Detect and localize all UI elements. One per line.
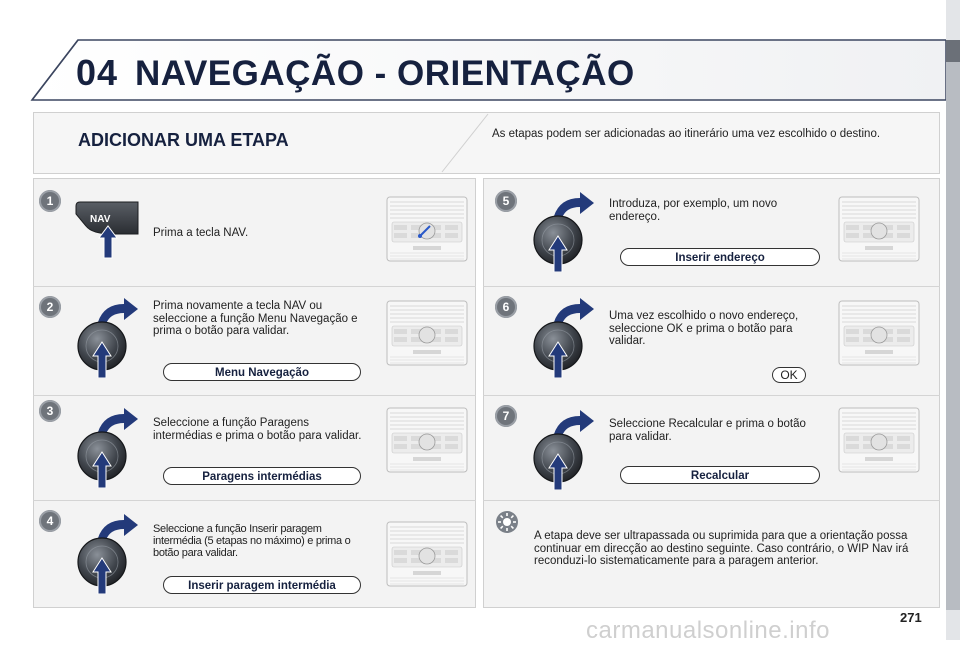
- menu-navegacao-button[interactable]: Menu Navegação: [163, 363, 361, 381]
- watermark: carmanualsonline.info: [586, 617, 830, 644]
- inserir-paragem-intermedia-button[interactable]: Inserir paragem intermédia: [163, 576, 361, 594]
- radio-panel-thumbnail: [838, 407, 920, 471]
- paragens-intermedias-button[interactable]: Paragens intermédias: [163, 467, 361, 485]
- step-divider: [33, 500, 476, 501]
- recalcular-button[interactable]: Recalcular: [620, 466, 820, 484]
- rotary-knob-icon: [74, 508, 146, 599]
- section-intro: As etapas podem ser adicionadas ao itinerário uma vez escolhido o destino.: [492, 128, 881, 140]
- inserir-endereco-button[interactable]: Inserir endereço: [620, 248, 820, 266]
- step-divider: [483, 286, 940, 287]
- chapter-number: 04: [76, 52, 119, 93]
- radio-panel-thumbnail: [386, 407, 468, 471]
- step-5-text: Introduza, por exemplo, um novo endereço.: [609, 198, 778, 223]
- radio-panel-thumbnail: [386, 196, 468, 260]
- rotary-knob-icon: [530, 404, 602, 495]
- page-title: NAVEGAÇÃO - ORIENTAÇÃO: [135, 54, 635, 93]
- step-4-text: Seleccione a função Inserir paragem intermédia (5 etapas no máximo) e prima o botão para validar.: [153, 523, 351, 559]
- rotary-knob-icon: [74, 402, 146, 493]
- radio-panel-thumbnail: [386, 300, 468, 364]
- nav-key-icon: [72, 196, 142, 260]
- step-divider: [483, 500, 940, 501]
- tip-text: A etapa deve ser ultrapassada ou suprimida para que a orientação possa continuar em direcção ao destino seguinte. Caso contrário, o WIP Nav irá reconduzi-lo sistematicamente para a paragem anterior.: [534, 530, 909, 567]
- step-number-2: 2: [39, 296, 61, 318]
- radio-panel-thumbnail: [838, 196, 920, 260]
- step-divider: [33, 286, 476, 287]
- step-2-text: Prima novamente a tecla NAV ou seleccione a função Menu Navegação e prima o botão para validar.: [153, 300, 358, 337]
- step-number-3: 3: [39, 400, 61, 422]
- nav-key-label: NAV: [90, 214, 111, 225]
- rotary-knob-icon: [74, 292, 146, 383]
- section-title: ADICIONAR UMA ETAPA: [78, 130, 289, 150]
- step-divider: [33, 395, 476, 396]
- side-tab-band: [946, 62, 960, 610]
- step-number-4: 4: [39, 510, 61, 532]
- step-number-5: 5: [495, 190, 517, 212]
- side-tab-bar: [946, 0, 960, 640]
- ok-button[interactable]: OK: [772, 367, 806, 383]
- radio-panel-thumbnail: [838, 300, 920, 364]
- rotary-knob-icon: [530, 186, 602, 277]
- rotary-knob-icon: [530, 292, 602, 383]
- step-number-1: 1: [39, 190, 61, 212]
- radio-panel-thumbnail: [386, 521, 468, 585]
- step-number-7: 7: [495, 405, 517, 427]
- step-6-text: Uma vez escolhido o novo endereço, seleccione OK e prima o botão para validar.: [609, 310, 799, 347]
- step-number-6: 6: [495, 296, 517, 318]
- step-1-text: Prima a tecla NAV.: [153, 227, 249, 239]
- step-divider: [483, 395, 940, 396]
- section-divider: [440, 112, 490, 174]
- page-number: 271: [900, 610, 922, 625]
- lightbulb-icon: [495, 510, 519, 534]
- step-7-text: Seleccione Recalcular e prima o botão para validar.: [609, 418, 806, 443]
- side-tab-marker: [946, 40, 960, 62]
- step-3-text: Seleccione a função Paragens intermédias e prima o botão para validar.: [153, 417, 362, 442]
